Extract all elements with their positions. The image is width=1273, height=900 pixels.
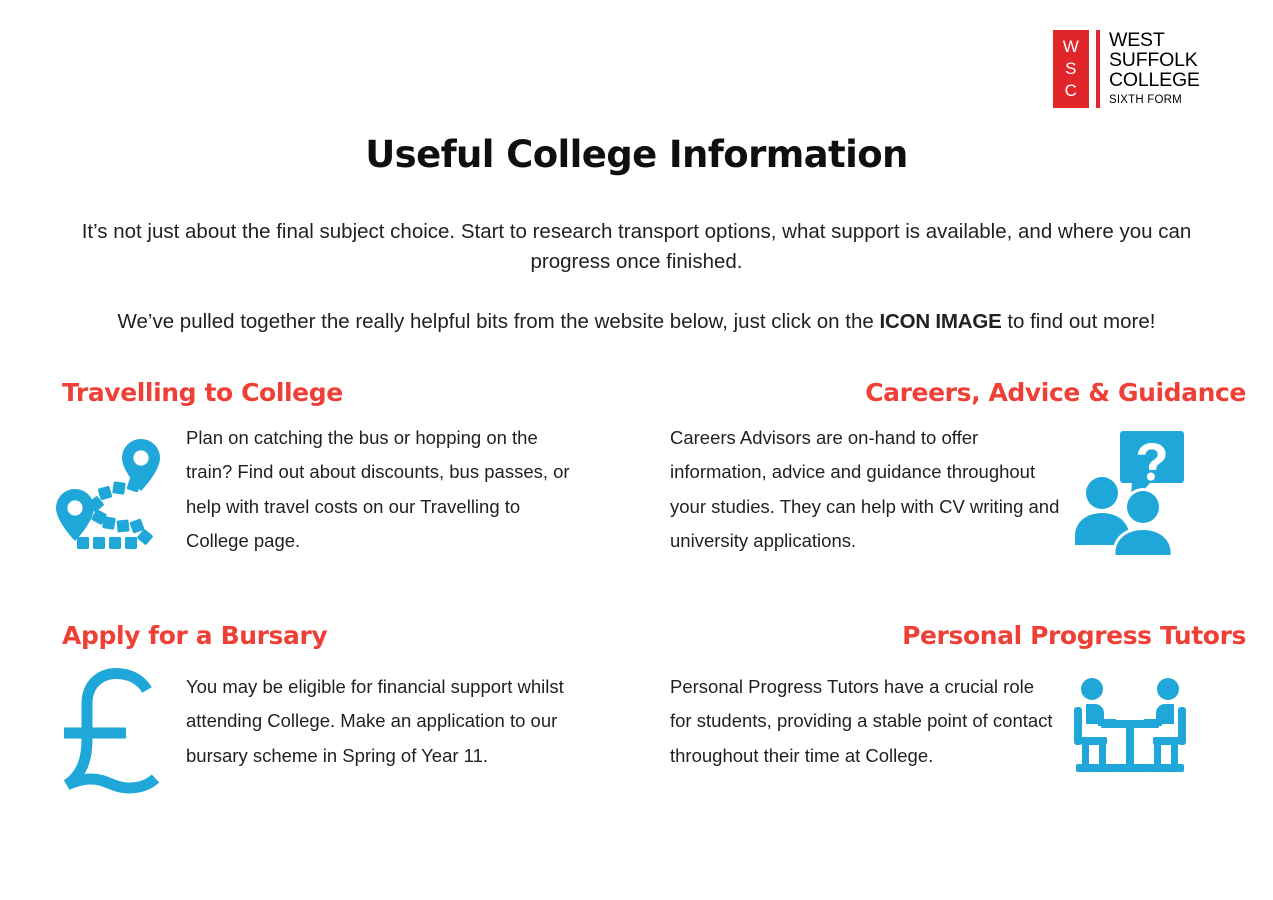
- section-heading-apply-for-a-bursary: Apply for a Bursary: [62, 621, 328, 650]
- logo-word-college: COLLEGE: [1109, 68, 1200, 91]
- section-heading-careers-advice-guidance: Careers, Advice & Guidance: [865, 378, 1246, 407]
- logo-letter-c: C: [1064, 80, 1078, 100]
- two-people-at-table-icon[interactable]: [1060, 664, 1200, 780]
- section-body-personal-progress-tutors: [650, 664, 1250, 780]
- section-text-travelling-to-college: Plan on catching the bus or hopping on the train? Find out about discounts, bus passes, or help with travel costs on our Travelling to College page.: [186, 427, 570, 552]
- intro-text-after: to find out more!: [1001, 309, 1156, 333]
- logo-wordmark: [1109, 30, 1200, 108]
- west-suffolk-college-logo: [1053, 30, 1200, 108]
- logo-wsc-monogram: [1053, 30, 1089, 108]
- section-text-personal-progress-tutors: Personal Progress Tutors have a crucial role for students, providing a stable point of contact throughout their time at College.: [670, 676, 1053, 766]
- people-question-bubble-icon[interactable]: [1060, 421, 1200, 559]
- intro-paragraph-2: [56, 307, 1217, 337]
- section-heading-travelling-to-college: Travelling to College: [62, 378, 343, 407]
- logo-divider-rule: [1096, 30, 1100, 108]
- section-body-careers-advice-guidance: [650, 421, 1250, 559]
- logo-word-suffolk: SUFFOLK: [1109, 48, 1198, 71]
- section-text-careers-advice-guidance: Careers Advisors are on-hand to offer information, advice and guidance throughout your studies. They can help with CV writing and university applications.: [670, 427, 1060, 552]
- section-text-apply-for-a-bursary: You may be eligible for financial support whilst attending College. Make an application to our bursary scheme in Spring of Year 11.: [186, 676, 564, 766]
- section-personal-progress-tutors: [650, 621, 1250, 780]
- section-apply-for-a-bursary: [36, 621, 636, 808]
- intro-paragraph-1: It’s not just about the final subject choice. Start to research transport options, what support is available, and where you can progress once finished.: [81, 219, 1192, 273]
- logo-subtitle-sixth-form: SIXTH FORM: [1109, 93, 1182, 106]
- page-title: Useful College Information: [365, 132, 908, 176]
- intro-emphasis-icon-image: ICON IMAGE: [879, 309, 1002, 333]
- section-travelling-to-college: [36, 378, 636, 559]
- logo-letter-s: S: [1065, 59, 1077, 79]
- pound-sterling-icon[interactable]: [36, 664, 186, 808]
- section-heading-personal-progress-tutors: Personal Progress Tutors: [902, 621, 1246, 650]
- logo-letter-w: W: [1062, 37, 1080, 57]
- intro-text-before: We’ve pulled together the really helpful bits from the website below, just click on the: [117, 309, 880, 333]
- route-map-pins-icon[interactable]: [36, 421, 186, 559]
- section-careers-advice-guidance: [650, 378, 1250, 559]
- logo-word-west: WEST: [1109, 29, 1165, 51]
- section-body-apply-for-a-bursary: [36, 664, 636, 808]
- section-body-travelling-to-college: [36, 421, 636, 559]
